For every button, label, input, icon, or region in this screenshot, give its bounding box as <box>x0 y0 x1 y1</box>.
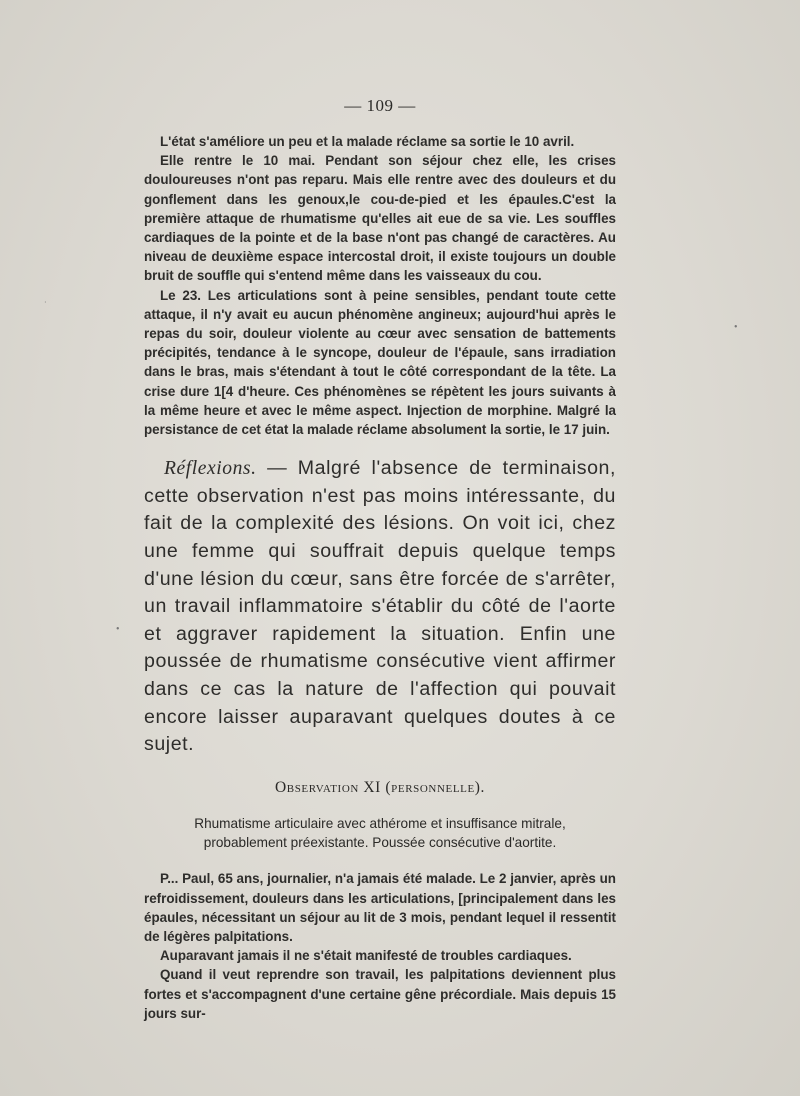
reflexions-text: — Malgré l'absence de terminaison, cette observation n'est pas moins intéressante, du fait de la complexité des lésions. On voit ici, chez une femme qui souffrait depuis quelque temps d'une lésion du cœur, sans être forcée de s'arrêter, un travail inflammatoire s'établir du côté de l'aorte et aggraver rapidement la situation. Enfin une poussée de rhumatisme consécutive vient affirmer dans ce cas la nature de l'affection qui pouvait encore laisser auparavant quelques doutes à ce sujet. <box>144 457 616 756</box>
paragraph-1: L'état s'améliore un peu et la malade réclame sa sortie le 10 avril. <box>160 134 575 149</box>
observation-title: Observation XI (personnelle). <box>274 778 486 796</box>
observation-subtitle: Rhumatisme articulaire avec athérome et insuffisance mitrale, probablement préexistante. Poussée consécutive d'aortite. <box>194 815 566 850</box>
page-content <box>144 96 616 1023</box>
paragraph-3: Le 23. Les articulations sont à peine sensibles, pendant toute cette attaque, il n'y avait eu aucun phénomène angineux; aujourd'hui après le repas du soir, douleur violente au cœur avec sensation de battements précipités, tendance à le syncope, douleur de l'épaule, sans irradiation dans le bras, mais s'étendant à tout le côté correspondant de la tête. La crise dure 1[4 d'heure. Ces phénomènes se répètent les jours suivants à la même heure et avec le même aspect. Injection de morphine. Malgré la persistance de cet état la malade réclame absolument la sortie, le 17 juin. <box>144 287 616 438</box>
paragraph-2: Elle rentre le 10 mai. Pendant son séjour chez elle, les crises douloureuses n'ont pas reparu. Mais elle rentre avec des douleurs et du gonflement dans les genoux,le cou-de-pied et les épaules.C'est la première attaque de rhumatisme qu'elles ait eue de sa vie. Les souffles cardiaques de la pointe et de la base n'ont pas changé de caractères. Au niveau de deuxième espace intercostal droit, il existe toujours un double bruit de souffle qui s'entend même dans les vaisseaux du cou. <box>144 153 616 284</box>
reflexions-heading: Réflexions. <box>164 458 257 480</box>
observation-paragraph-2: Auparavant jamais il ne s'était manifesté de troubles cardiaques. <box>160 948 572 964</box>
scan-speck: • <box>734 322 738 333</box>
observation-paragraph-3: Quand il veut reprendre son travail, les palpitations deviennent plus fortes et s'accompagnent d'une certaine gêne précordiale. Mais depuis 15 jours sur- <box>144 967 616 1021</box>
scan-speck: • <box>116 624 120 635</box>
reflexions-paragraph <box>144 455 616 759</box>
observation-paragraph-1: P... Paul, 65 ans, journalier, n'a jamais été malade. Le 2 janvier, après un refroidissement, douleurs dans les articulations, [principalement dans les épaules, nécessitant un séjour au lit de 3 mois, pendant lequel il ressentit de légères palpitations. <box>144 871 616 944</box>
scan-speck: · <box>44 298 47 307</box>
page-number: — 109 — <box>344 96 416 115</box>
case-continuation <box>144 132 616 439</box>
